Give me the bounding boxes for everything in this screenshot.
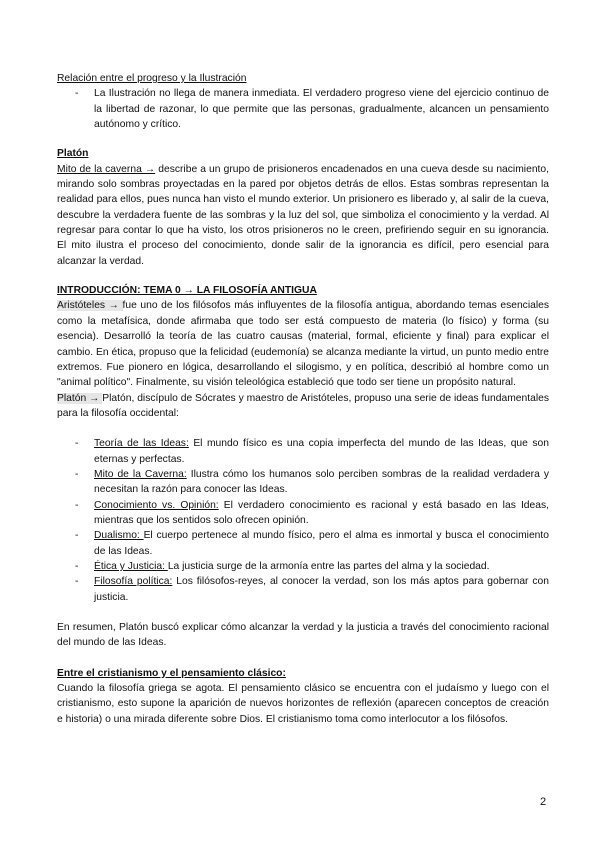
text-filosofia-politica: Los filósofos-reyes, al conocer la verdad, son los más aptos para gobernar con justicia.: [94, 576, 550, 603]
heading-introduccion-tema0: INTRODUCCIÓN: TEMA 0 → LA FILOSOFÍA ANTIGUA: [57, 285, 317, 297]
term-platon: Platón →: [57, 392, 103, 404]
text-mito-caverna-2: Ilustra cómo los humanos solo perciben sombras de la realidad verdadera y necesitan la razón para conocer las Ideas.: [94, 468, 549, 496]
paragraph-mito-caverna: [57, 162, 549, 269]
list-item-conocimiento-opinion: [57, 498, 549, 529]
list-item-etica-justicia: [57, 559, 549, 574]
term-teoria-ideas: Teoría de las Ideas:: [94, 438, 189, 450]
paragraph-resumen: En resumen, Platón buscó explicar cómo alcanzar la verdad y la justicia a través del conocimiento racional del mundo de las Ideas.: [57, 622, 549, 649]
heading-progreso-ilustracion: Relación entre el progreso y la Ilustración: [57, 73, 247, 84]
section-cristianismo: [57, 666, 549, 727]
page-number: 2: [540, 796, 547, 808]
section-introduccion-tema0: [57, 283, 549, 651]
term-filosofia-politica: Filosofía política:: [94, 576, 173, 588]
page-content: [57, 71, 549, 727]
text-mito-caverna: describe a un grupo de prisioneros encadenados en una cueva desde su nacimiento, mirando solo sombras proyectadas en la pared por objetos detrás de ellos. Estas sombras representan la realidad para ellos, pues nunca han visto el mundo exterior. Un prisionero es liberado y, al salir de la cueva, descubre la verdadera fuente de las sombras y la luz del sol, que simboliza el conocimiento y la verdad. Al regresar para contar lo que ha visto, los otros prisioneros no le creen, prefiriendo seguir en su ignorancia. El mito ilustra el proceso del conocimiento, donde salir de la ignorancia es difícil, pero esencial para alcanzar la verdad.: [57, 163, 549, 267]
term-etica-justicia: Ética y Justicia:: [94, 560, 168, 572]
list-item-teoria-ideas: [57, 436, 549, 467]
list-ideas-platon: [57, 436, 549, 605]
section-platon: [57, 146, 549, 269]
text-dualismo: El cuerpo pertenece al mundo físico, pero el alma es inmortal y busca el conocimiento de las Ideas.: [94, 530, 549, 557]
paragraph-cristianismo: Cuando la filosofía griega se agota. El pensamiento clásico se encuentra con el judaísmo y luego con el cristianismo, esto supone la aparición de nuevos horizontes de reflexión (aparecen conceptos de creación e historia) o una mirada diferente sobre Dios. El cristianismo toma como interlocutor a los filósofos.: [57, 683, 549, 725]
section-progreso-ilustracion: [57, 71, 549, 132]
list-item-mito-caverna: [57, 467, 549, 498]
term-mito-caverna-2: Mito de la Caverna:: [94, 468, 187, 480]
term-mito-caverna: Mito de la caverna →: [57, 163, 156, 175]
text-platon: Platón, discípulo de Sócrates y maestro de Aristóteles, propuso una serie de ideas fundamentales para la filosofía occidental:: [57, 392, 549, 419]
heading-platon: Platón: [57, 148, 89, 160]
term-aristoteles: Aristóteles →: [57, 300, 123, 312]
list-item-filosofia-politica: [57, 574, 549, 605]
heading-cristianismo: Entre el cristianismo y el pensamiento clásico:: [57, 667, 286, 679]
term-conocimiento-opinion: Conocimiento vs. Opinión:: [94, 499, 219, 511]
text-etica-justicia: La justicia surge de la armonía entre las partes del alma y la sociedad.: [167, 560, 490, 572]
text-conocimiento-opinion: El verdadero conocimiento es racional y está basado en las Ideas, mientras que los sentidos solo ofrecen opinión.: [94, 499, 549, 526]
list-item-dualismo: [57, 528, 549, 559]
paragraph-aristoteles: [57, 298, 549, 390]
term-dualismo: Dualismo:: [94, 530, 144, 542]
text-aristoteles: fue uno de los filósofos más influyentes de la filosofía antigua, abordando temas esenciales como la metafísica, donde afirmaba que todo ser está compuesto de materia (lo físico) y forma (su esencia). Desarrolló la teoría de las cuatro causas (material, formal, eficiente y final) para explicar el cambio. En ética, propuso que la felicidad (eudemonía) se alcanza mediante la virtud, un punto medio entre extremos. Fue pionero en lógica, desarrollando el silogismo, y en política, describió al hombre como un "animal político". Finalmente, su visión teleológica estableció que todo ser tiene un propósito natural.: [57, 300, 549, 389]
paragraph-platon-intro: [57, 391, 549, 422]
list-progreso: [57, 86, 549, 132]
text-teoria-ideas: El mundo físico es una copia imperfecta del mundo de las Ideas, que son eternas y perfectas.: [94, 438, 549, 465]
list-item: - La Ilustración no llega de manera inmediata. El verdadero progreso viene del ejercicio continuo de la libertad de razonar, lo que permite que las personas, gradualmente, alcancen un pensamiento autónomo y crítico.: [57, 86, 549, 132]
